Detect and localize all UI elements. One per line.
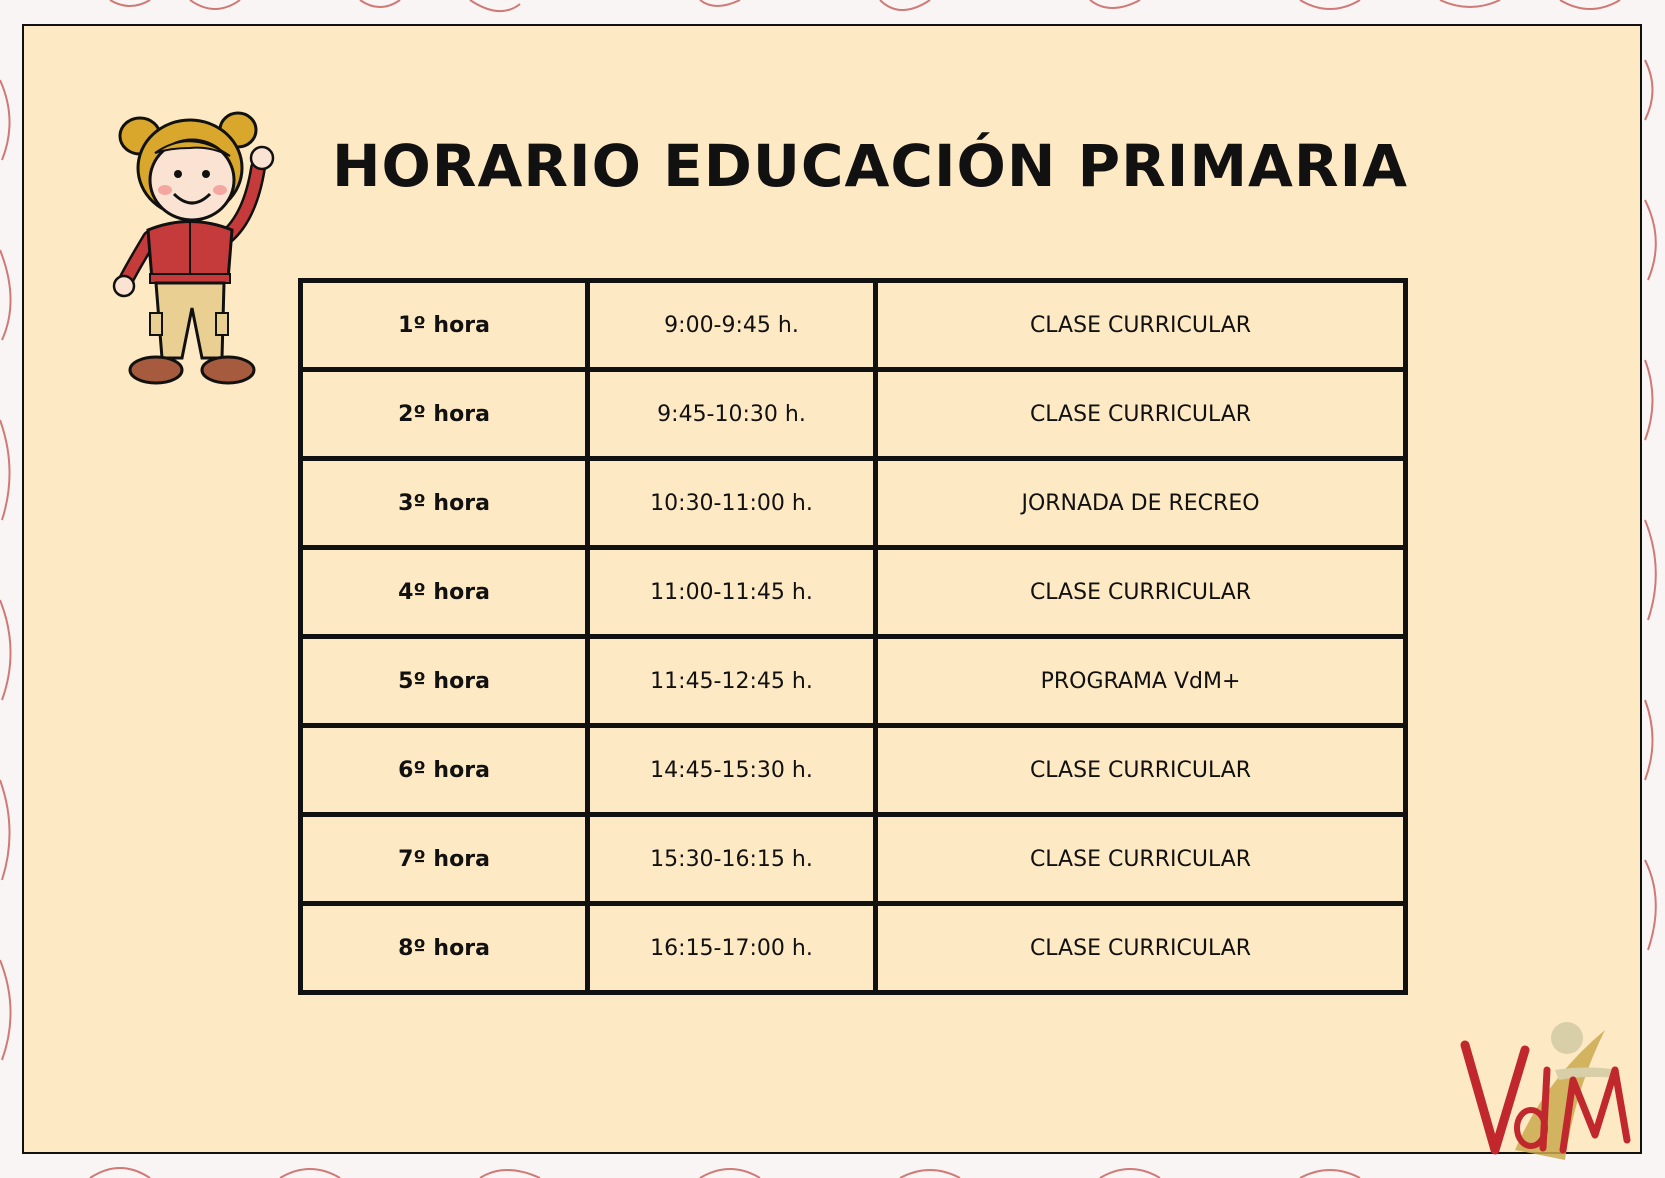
table-row bbox=[301, 904, 1406, 993]
activity-cell: CLASE CURRICULAR bbox=[876, 904, 1406, 993]
hour-cell: 5º hora bbox=[301, 637, 588, 726]
time-cell: 16:15-17:00 h. bbox=[588, 904, 876, 993]
activity-cell: CLASE CURRICULAR bbox=[876, 281, 1406, 370]
activity-cell: CLASE CURRICULAR bbox=[876, 548, 1406, 637]
activity-cell: CLASE CURRICULAR bbox=[876, 815, 1406, 904]
activity-cell: JORNADA DE RECREO bbox=[876, 459, 1406, 548]
table-row bbox=[301, 548, 1406, 637]
hour-cell: 8º hora bbox=[301, 904, 588, 993]
time-cell: 14:45-15:30 h. bbox=[588, 726, 876, 815]
hour-cell: 7º hora bbox=[301, 815, 588, 904]
table-row bbox=[301, 459, 1406, 548]
activity-cell: PROGRAMA VdM+ bbox=[876, 637, 1406, 726]
table-row bbox=[301, 815, 1406, 904]
time-cell: 11:00-11:45 h. bbox=[588, 548, 876, 637]
table-row bbox=[301, 726, 1406, 815]
hour-cell: 2º hora bbox=[301, 370, 588, 459]
hour-cell: 3º hora bbox=[301, 459, 588, 548]
time-cell: 11:45-12:45 h. bbox=[588, 637, 876, 726]
time-cell: 10:30-11:00 h. bbox=[588, 459, 876, 548]
vdm-logo-icon bbox=[1455, 1010, 1645, 1170]
page-title: HORARIO EDUCACIÓN PRIMARIA bbox=[331, 132, 1409, 200]
time-cell: 9:45-10:30 h. bbox=[588, 370, 876, 459]
table-row bbox=[301, 281, 1406, 370]
hour-cell: 4º hora bbox=[301, 548, 588, 637]
schedule-table bbox=[298, 278, 1408, 995]
hour-cell: 1º hora bbox=[301, 281, 588, 370]
hour-cell: 6º hora bbox=[301, 726, 588, 815]
time-cell: 15:30-16:15 h. bbox=[588, 815, 876, 904]
time-cell: 9:00-9:45 h. bbox=[588, 281, 876, 370]
table-row bbox=[301, 370, 1406, 459]
activity-cell: CLASE CURRICULAR bbox=[876, 370, 1406, 459]
table-row bbox=[301, 637, 1406, 726]
activity-cell: CLASE CURRICULAR bbox=[876, 726, 1406, 815]
girl-waving-icon bbox=[110, 108, 290, 393]
